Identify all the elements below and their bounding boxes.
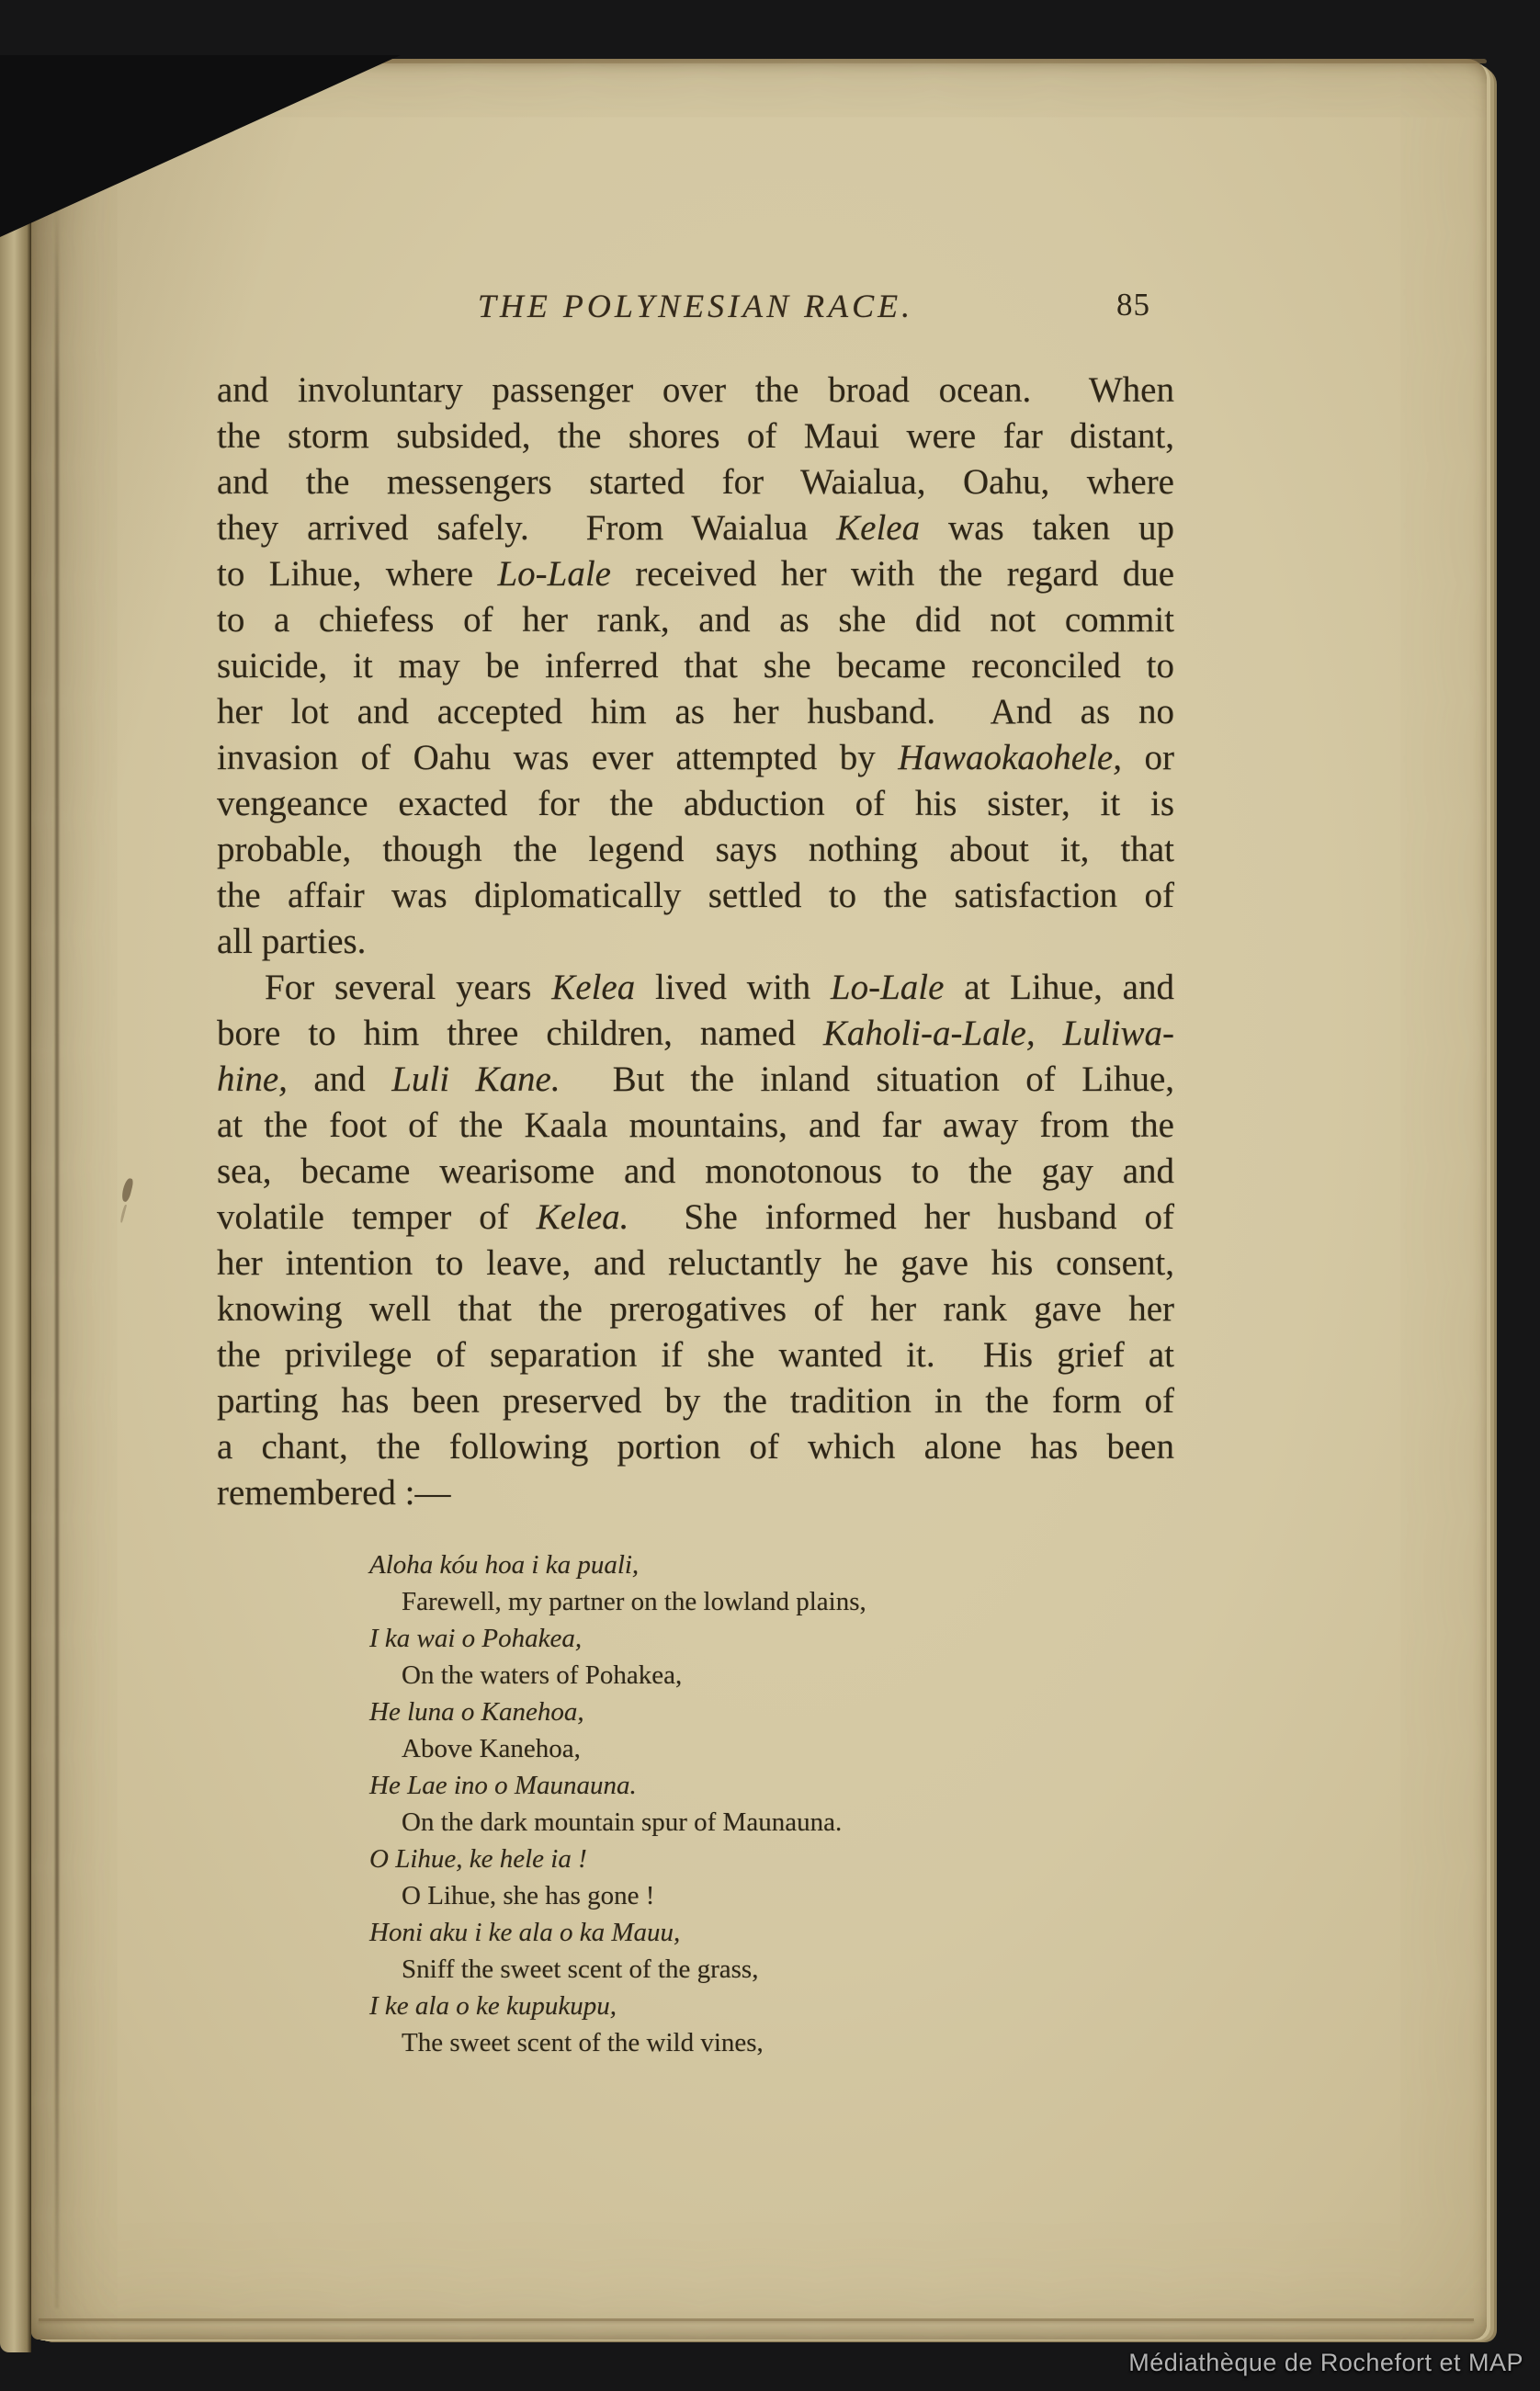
poem-line-hawaiian: I ka wai o Pohakea, (369, 1624, 583, 1653)
poem-line-hawaiian: He luna o Kanehoa, (369, 1697, 584, 1727)
text-line: and involuntary passenger over the broad ocean. When (217, 370, 1174, 410)
text-line: at the foot of the Kaala mountains, and far away from the (217, 1105, 1174, 1145)
poem-line-hawaiian: O Lihue, ke hele ia ! (369, 1844, 587, 1874)
text-line: her intention to leave, and reluctantly he gave his consent, (217, 1243, 1174, 1283)
text-line: the affair was diplomatically settled to the satisfaction of (217, 876, 1174, 915)
text-line: parting has been preserved by the tradition in the form of (217, 1381, 1174, 1421)
text-line: they arrived safely. From Waialua Kelea was taken up (217, 508, 1175, 548)
previous-page-edge (0, 210, 31, 2352)
text-line: and the messengers started for Waialua, Oahu, where (217, 462, 1174, 502)
text-line: invasion of Oahu was ever attempted by Hawaokaohele, or (217, 738, 1174, 777)
poem-line-hawaiian: I ke ala o ke kupukupu, (369, 1991, 617, 2021)
text-line: her lot and accepted him as her husband. And as no (217, 692, 1174, 731)
poem-line-translation: The sweet scent of the wild vines, (402, 2028, 764, 2057)
running-title: THE POLYNESIAN RACE. (477, 288, 914, 324)
text-line: bore to him three children, named Kaholi-a-Lale, Luliwa- (217, 1014, 1175, 1053)
text-line: volatile temper of Kelea. She informed her husband of (217, 1197, 1174, 1237)
poem-line-translation: On the dark mountain spur of Maunauna. (402, 1807, 843, 1837)
text-line: remembered :— (217, 1473, 451, 1513)
library-watermark: Médiathèque de Rochefort et MAP (1128, 2349, 1523, 2376)
text-line: sea, became wearisome and monotonous to the gay and (217, 1151, 1174, 1191)
poem-line-translation: Sniff the sweet scent of the grass, (402, 1955, 759, 1984)
ink-smudge (120, 1177, 134, 1202)
text-line: to a chiefess of her rank, and as she did not commit (217, 600, 1174, 640)
poem-line-translation: Farewell, my partner on the lowland plains, (402, 1587, 866, 1616)
text-line: For several years Kelea lived with Lo-Lale at Lihue, and (265, 968, 1174, 1007)
poem-line-hawaiian: Honi aku i ke ala o ka Mauu, (369, 1918, 681, 1947)
text-line: knowing well that the prerogatives of her rank gave her (217, 1289, 1174, 1329)
poem-line-translation: On the waters of Pohakea, (402, 1660, 683, 1690)
text-line: the storm subsided, the shores of Maui were far distant, (217, 416, 1174, 456)
text-line: hine, and Luli Kane. But the inland situation of Lihue, (217, 1060, 1174, 1099)
poem-line-hawaiian: Aloha kóu hoa i ka puali, (369, 1550, 640, 1580)
text-line: all parties. (217, 922, 367, 961)
bottom-page-edge (39, 2318, 1474, 2321)
text-line: probable, though the legend says nothing about it, that (217, 830, 1174, 869)
page-number: 85 (1116, 287, 1150, 323)
text-line: vengeance exacted for the abduction of his sister, it is (217, 784, 1174, 823)
page-header (217, 287, 1174, 325)
body-text (217, 368, 1174, 1516)
poem-line-hawaiian: He Lae ino o Maunauna. (369, 1771, 637, 1800)
text-line: the privilege of separation if she wanted it. His grief at (217, 1335, 1174, 1375)
poem-line-translation: Above Kanehoa, (402, 1734, 581, 1763)
chant-poem (369, 1547, 1141, 2061)
text-line: suicide, it may be inferred that she became reconciled to (217, 646, 1174, 686)
text-line: to Lihue, where Lo-Lale received her with the regard due (217, 554, 1175, 594)
poem-line-translation: O Lihue, she has gone ! (402, 1881, 655, 1910)
book-page (31, 59, 1487, 2340)
text-line: a chant, the following portion of which alone has been (217, 1427, 1174, 1467)
